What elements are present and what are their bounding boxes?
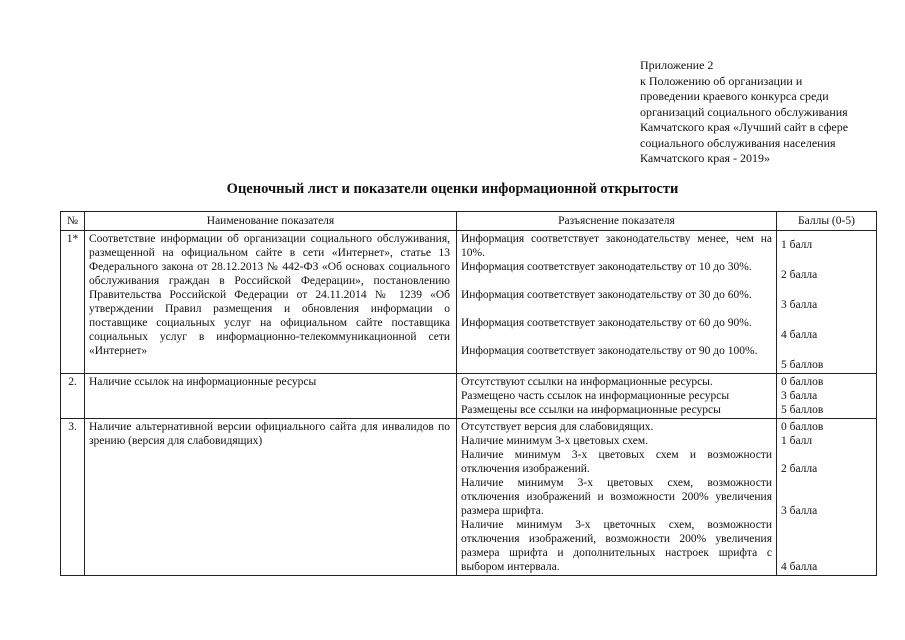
row-number: 1* bbox=[61, 231, 85, 374]
appendix-line: проведении краевого конкурса среди bbox=[640, 89, 829, 103]
document-title: Оценочный лист и показатели оценки информационной открытости bbox=[226, 181, 679, 197]
appendix-line: Камчатского края «Лучший сайт в сфере bbox=[640, 120, 849, 134]
explanation-item: Размещены все ссылки на информационные ресурсы bbox=[461, 404, 721, 416]
explanation-item: Информация соответствует законодательству от 30 до 60%. bbox=[461, 289, 752, 301]
explanation-item: Информация соответствует законодательству менее, чем на 10%. bbox=[461, 233, 772, 259]
row-points bbox=[777, 374, 877, 419]
explanation-item: Наличие минимум 3-х цветовых схем, возможности отключения изображений и возможности 200% увеличения размера шрифта. bbox=[461, 477, 772, 517]
points-item: 2 балла bbox=[781, 463, 818, 475]
table-row bbox=[61, 419, 877, 576]
appendix-block bbox=[640, 58, 848, 167]
row-indicator-name: Соответствие информации об организации социального обслуживания, размещенной на официальном сайте в сети «Интернет», статье 13 Федерального закона от 28.12.2013 № 442-ФЗ «Об основах социального обслуживания граждан в Российской Федерации», постановлению Правительства Российской Федерации от 24.11.2014 № 1239 «Об утверждении Правил размещения и обновления информации о поставщике социальных услуг на официальном сайте поставщика социальных услуг в информационно-телекоммуникационной сети «Интернет» bbox=[85, 231, 457, 374]
row-explanations bbox=[457, 419, 777, 576]
explanation-item: Информация соответствует законодательству от 60 до 90%. bbox=[461, 317, 752, 329]
appendix-line: организаций социального обслуживания bbox=[640, 104, 848, 119]
appendix-line: социального обслуживания населения bbox=[640, 135, 836, 150]
explanation-item: Наличие минимум 3-х цветовых схем. bbox=[461, 435, 648, 447]
row-number: 3. bbox=[61, 419, 85, 576]
table-header-row bbox=[61, 212, 877, 231]
appendix-line: Камчатского края - 2019» bbox=[640, 151, 771, 165]
points-item: 1 балл bbox=[781, 239, 813, 251]
explanation-item: Отсутствуют ссылки на информационные ресурсы. bbox=[461, 376, 713, 388]
explanation-item: Размещено часть ссылок на информационные ресурсы bbox=[461, 390, 730, 402]
header-explanation: Разъяснение показателя bbox=[457, 212, 777, 231]
points-item: 3 балла bbox=[781, 299, 818, 311]
row-explanations bbox=[457, 374, 777, 419]
points-item: 0 баллов bbox=[781, 376, 824, 388]
row-points bbox=[777, 231, 877, 374]
explanation-item: Наличие минимум 3-х цветовых схем и возможности отключения изображений. bbox=[461, 449, 772, 475]
points-item: 5 баллов bbox=[781, 404, 824, 416]
points-item: 4 балла bbox=[781, 561, 818, 573]
row-explanations bbox=[457, 231, 777, 374]
points-item: 4 балла bbox=[781, 329, 818, 341]
explanation-item: Отсутствует версия для слабовидящих. bbox=[461, 421, 654, 433]
explanation-item: Информация соответствует законодательству от 90 до 100%. bbox=[461, 345, 758, 357]
points-item: 1 балл bbox=[781, 435, 813, 447]
points-item: 5 баллов bbox=[781, 359, 824, 371]
header-indicator-name: Наименование показателя bbox=[85, 212, 457, 231]
points-item: 3 балла bbox=[781, 390, 818, 402]
evaluation-table bbox=[60, 211, 877, 576]
row-points bbox=[777, 419, 877, 576]
explanation-item: Наличие минимум 3-х цветочных схем, возможности отключения изображений, возможности 200% увеличения размера шрифта и дополнительных настроек шрифта с выбором интервала. bbox=[461, 519, 772, 573]
row-indicator-name: Наличие альтернативной версии официального сайта для инвалидов по зрению (версия для слабовидящих) bbox=[85, 419, 457, 576]
row-number: 2. bbox=[61, 374, 85, 419]
points-item: 2 балла bbox=[781, 269, 818, 281]
table-row bbox=[61, 231, 877, 374]
table-row bbox=[61, 374, 877, 419]
points-item: 0 баллов bbox=[781, 421, 824, 433]
explanation-item: Информация соответствует законодательству от 10 до 30%. bbox=[461, 261, 752, 273]
appendix-line: к Положению об организации и bbox=[640, 73, 803, 88]
header-points: Баллы (0-5) bbox=[777, 212, 877, 231]
points-item: 3 балла bbox=[781, 505, 818, 517]
row-indicator-name: Наличие ссылок на информационные ресурсы bbox=[85, 374, 457, 419]
appendix-line: Приложение 2 bbox=[640, 58, 714, 72]
header-number: № bbox=[61, 212, 85, 231]
